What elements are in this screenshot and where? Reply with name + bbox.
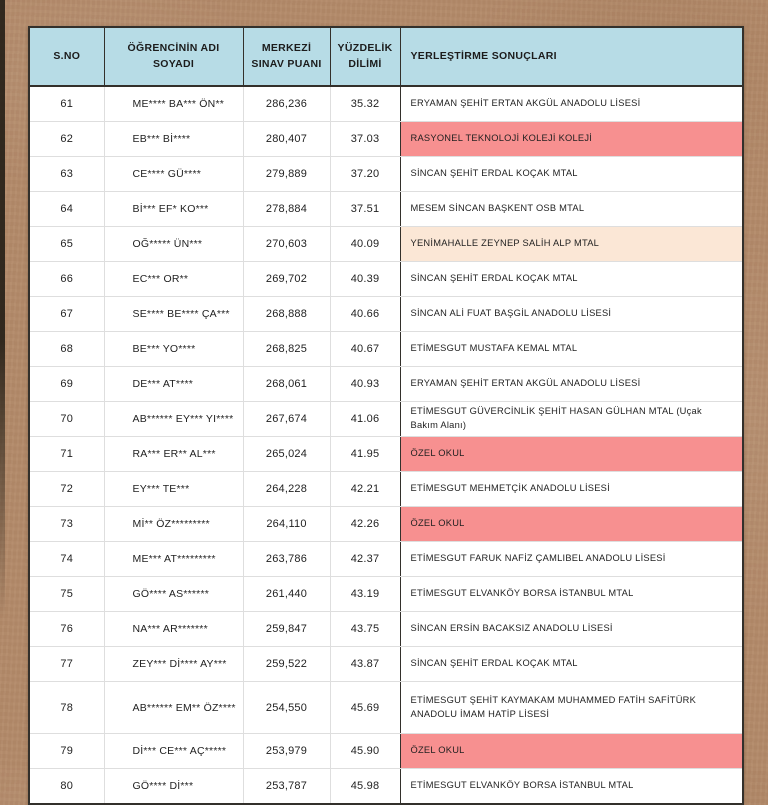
cell-exam-score: 268,888 <box>243 297 330 332</box>
cell-sno: 64 <box>30 192 104 227</box>
table-row <box>30 297 742 332</box>
cell-percentile: 45.98 <box>330 769 400 804</box>
table-row <box>30 367 742 402</box>
cell-student-name: AB****** EM** ÖZ**** <box>104 682 243 734</box>
cell-placement-result: ÖZEL OKUL <box>400 437 742 472</box>
cell-exam-score: 253,979 <box>243 734 330 769</box>
cell-exam-score: 254,550 <box>243 682 330 734</box>
cell-placement-result: ETİMESGUT MUSTAFA KEMAL MTAL <box>400 332 742 367</box>
results-table <box>30 28 742 803</box>
cell-student-name: GÖ**** AS****** <box>104 577 243 612</box>
cell-exam-score: 268,061 <box>243 367 330 402</box>
cell-sno: 71 <box>30 437 104 472</box>
table-row <box>30 227 742 262</box>
cell-exam-score: 259,847 <box>243 612 330 647</box>
cardboard-edge <box>0 0 5 620</box>
cell-student-name: SE**** BE**** ÇA*** <box>104 297 243 332</box>
cell-exam-score: 270,603 <box>243 227 330 262</box>
cell-sno: 69 <box>30 367 104 402</box>
table-row <box>30 577 742 612</box>
table-row <box>30 192 742 227</box>
cell-student-name: ZEY*** Dİ**** AY*** <box>104 647 243 682</box>
table-header-row <box>30 28 742 86</box>
cell-exam-score: 278,884 <box>243 192 330 227</box>
cell-percentile: 40.93 <box>330 367 400 402</box>
cell-percentile: 40.67 <box>330 332 400 367</box>
cell-percentile: 42.37 <box>330 542 400 577</box>
table-row <box>30 402 742 437</box>
table-row <box>30 86 742 122</box>
cell-sno: 78 <box>30 682 104 734</box>
cell-percentile: 37.20 <box>330 157 400 192</box>
cell-sno: 80 <box>30 769 104 804</box>
cell-student-name: ME*** AT********* <box>104 542 243 577</box>
cell-exam-score: 259,522 <box>243 647 330 682</box>
cell-placement-result: YENİMAHALLE ZEYNEP SALİH ALP MTAL <box>400 227 742 262</box>
cell-placement-result: ÖZEL OKUL <box>400 734 742 769</box>
cell-placement-result: ERYAMAN ŞEHİT ERTAN AKGÜL ANADOLU LİSESİ <box>400 367 742 402</box>
cell-student-name: EY*** TE*** <box>104 472 243 507</box>
cell-percentile: 37.03 <box>330 122 400 157</box>
cell-student-name: DE*** AT**** <box>104 367 243 402</box>
table-row <box>30 472 742 507</box>
cell-student-name: EB*** Bİ**** <box>104 122 243 157</box>
cell-placement-result: SİNCAN ŞEHİT ERDAL KOÇAK MTAL <box>400 262 742 297</box>
cell-sno: 68 <box>30 332 104 367</box>
cell-percentile: 41.95 <box>330 437 400 472</box>
table-row <box>30 734 742 769</box>
cell-sno: 63 <box>30 157 104 192</box>
cell-placement-result: ETİMESGUT MEHMETÇİK ANADOLU LİSESİ <box>400 472 742 507</box>
cell-exam-score: 267,674 <box>243 402 330 437</box>
table-row <box>30 647 742 682</box>
cell-sno: 61 <box>30 86 104 122</box>
cell-percentile: 45.69 <box>330 682 400 734</box>
table-row <box>30 682 742 734</box>
cell-placement-result: SİNCAN ŞEHİT ERDAL KOÇAK MTAL <box>400 157 742 192</box>
cell-placement-result: SİNCAN ŞEHİT ERDAL KOÇAK MTAL <box>400 647 742 682</box>
cell-exam-score: 264,228 <box>243 472 330 507</box>
placement-results-table <box>28 26 744 805</box>
table-row <box>30 157 742 192</box>
cell-student-name: EC*** OR** <box>104 262 243 297</box>
cell-percentile: 43.87 <box>330 647 400 682</box>
cell-placement-result: ÖZEL OKUL <box>400 507 742 542</box>
cell-student-name: NA*** AR******* <box>104 612 243 647</box>
table-row <box>30 262 742 297</box>
table-row <box>30 542 742 577</box>
cell-placement-result: ERYAMAN ŞEHİT ERTAN AKGÜL ANADOLU LİSESİ <box>400 86 742 122</box>
cell-percentile: 43.19 <box>330 577 400 612</box>
cell-exam-score: 253,787 <box>243 769 330 804</box>
cell-percentile: 40.39 <box>330 262 400 297</box>
cell-sno: 79 <box>30 734 104 769</box>
cell-student-name: OĞ***** ÜN*** <box>104 227 243 262</box>
cell-sno: 77 <box>30 647 104 682</box>
cell-exam-score: 268,825 <box>243 332 330 367</box>
cell-placement-result: ETİMESGUT ELVANKÖY BORSA İSTANBUL MTAL <box>400 577 742 612</box>
cell-exam-score: 286,236 <box>243 86 330 122</box>
cell-exam-score: 265,024 <box>243 437 330 472</box>
cell-exam-score: 279,889 <box>243 157 330 192</box>
cell-placement-result: MESEM SİNCAN BAŞKENT OSB MTAL <box>400 192 742 227</box>
cell-student-name: RA*** ER** AL*** <box>104 437 243 472</box>
cell-sno: 70 <box>30 402 104 437</box>
cell-percentile: 42.21 <box>330 472 400 507</box>
cell-sno: 73 <box>30 507 104 542</box>
cell-sno: 72 <box>30 472 104 507</box>
table-row <box>30 612 742 647</box>
cell-percentile: 40.66 <box>330 297 400 332</box>
cell-student-name: Mİ** ÖZ********* <box>104 507 243 542</box>
cell-placement-result: RASYONEL TEKNOLOJİ KOLEJİ KOLEJİ <box>400 122 742 157</box>
table-row <box>30 507 742 542</box>
cell-sno: 75 <box>30 577 104 612</box>
cell-sno: 62 <box>30 122 104 157</box>
cell-student-name: ME**** BA*** ÖN** <box>104 86 243 122</box>
header-student-name: ÖĞRENCİNİN ADI SOYADI <box>104 28 243 86</box>
cell-percentile: 41.06 <box>330 402 400 437</box>
cell-student-name: Bİ*** EF* KO*** <box>104 192 243 227</box>
header-percentile: YÜZDELİK DİLİMİ <box>330 28 400 86</box>
cell-student-name: GÖ**** Dİ*** <box>104 769 243 804</box>
cell-sno: 65 <box>30 227 104 262</box>
table-row <box>30 332 742 367</box>
header-sno: S.NO <box>30 28 104 86</box>
cell-placement-result: ETİMESGUT ELVANKÖY BORSA İSTANBUL MTAL <box>400 769 742 804</box>
cell-placement-result: SİNCAN ALİ FUAT BAŞGİL ANADOLU LİSESİ <box>400 297 742 332</box>
cell-placement-result: ETİMESGUT ŞEHİT KAYMAKAM MUHAMMED FATİH SAFİTÜRK ANADOLU İMAM HATİP LİSESİ <box>400 682 742 734</box>
cell-percentile: 40.09 <box>330 227 400 262</box>
cell-placement-result: ETİMESGUT GÜVERCİNLİK ŞEHİT HASAN GÜLHAN MTAL (Uçak Bakım Alanı) <box>400 402 742 437</box>
cell-exam-score: 269,702 <box>243 262 330 297</box>
cell-student-name: Dİ*** CE*** AÇ***** <box>104 734 243 769</box>
table-row <box>30 122 742 157</box>
cell-student-name: BE*** YO**** <box>104 332 243 367</box>
cell-percentile: 45.90 <box>330 734 400 769</box>
cell-percentile: 42.26 <box>330 507 400 542</box>
cell-percentile: 37.51 <box>330 192 400 227</box>
cell-sno: 76 <box>30 612 104 647</box>
cell-exam-score: 280,407 <box>243 122 330 157</box>
cell-percentile: 43.75 <box>330 612 400 647</box>
cell-exam-score: 263,786 <box>243 542 330 577</box>
table-row <box>30 437 742 472</box>
cell-placement-result: ETİMESGUT FARUK NAFİZ ÇAMLIBEL ANADOLU LİSESİ <box>400 542 742 577</box>
cell-exam-score: 264,110 <box>243 507 330 542</box>
header-exam-score: MERKEZİ SINAV PUANI <box>243 28 330 86</box>
header-placement-results: YERLEŞTİRME SONUÇLARI <box>400 28 742 86</box>
cell-exam-score: 261,440 <box>243 577 330 612</box>
cell-student-name: AB****** EY*** YI**** <box>104 402 243 437</box>
cell-student-name: CE**** GÜ**** <box>104 157 243 192</box>
cell-percentile: 35.32 <box>330 86 400 122</box>
cell-sno: 67 <box>30 297 104 332</box>
cell-sno: 74 <box>30 542 104 577</box>
cell-placement-result: SİNCAN ERSİN BACAKSIZ ANADOLU LİSESİ <box>400 612 742 647</box>
cell-sno: 66 <box>30 262 104 297</box>
table-row <box>30 769 742 804</box>
